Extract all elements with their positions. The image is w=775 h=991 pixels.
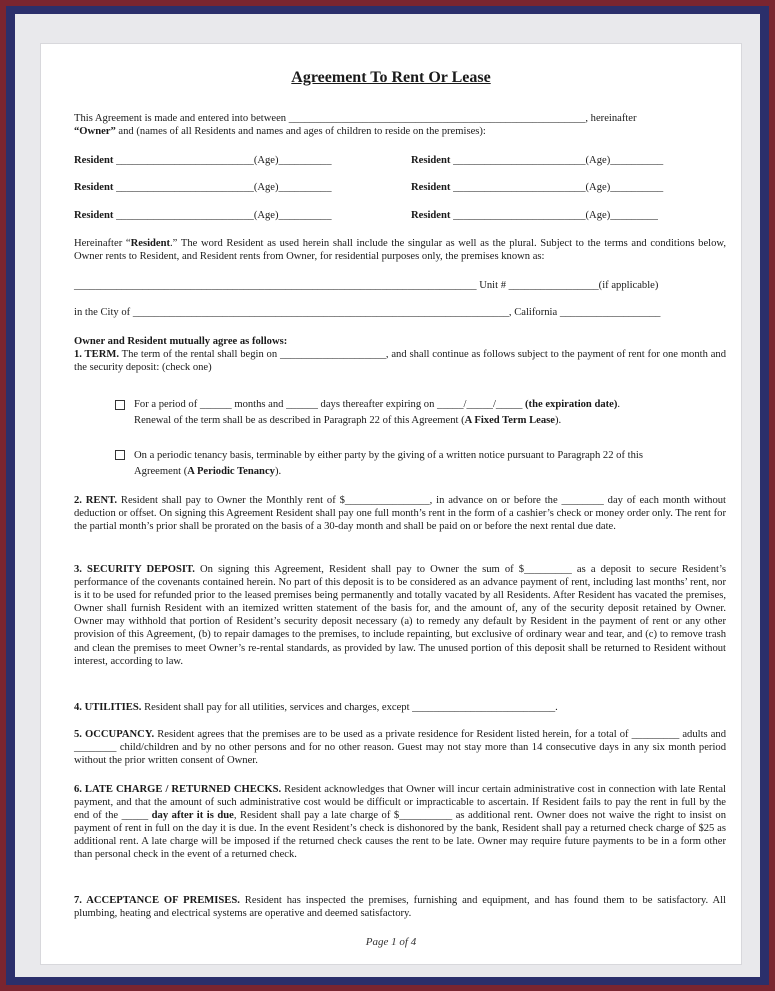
resident-row-1-right [411, 154, 663, 167]
fixed-term-renewal [134, 414, 561, 427]
occupancy-paragraph [74, 728, 726, 767]
resident-row-1-left [74, 154, 332, 167]
intro-owner: “Owner” [74, 126, 116, 138]
periodic-tenancy-checkbox[interactable] [115, 450, 125, 460]
periodic-option-line2 [134, 465, 281, 478]
renewal-post: ). [555, 415, 562, 426]
late-charge-paragraph [74, 783, 726, 862]
rent-text: Resident shall pay to Owner the Monthly rent of $________________, in advance on or before the ________ day of each month without deduction or offset. On signing this Agreement Resident shall pay one full month’s rent in the form of a cashier’s check or money order only. The rent for the partial month’s prior shall be prorated on the basis of a 30-day month and shall be paid on or before the next rental due date. [74, 495, 726, 533]
acceptance-text: Resident has inspected the premises, furnishing and equipment, and has found them to be satisfactory. All plumbing, heating and electrical systems are operative and deemed satisfactory. [74, 895, 726, 920]
resident-label: Resident [74, 182, 114, 193]
fixed-term-lease-label: A Fixed Term Lease [464, 415, 555, 426]
fixed-term-checkbox[interactable] [115, 400, 125, 410]
deposit-text: On signing this Agreement, Resident shall pay to Owner the sum of $_________ as a deposit to secure Resident’s performance of the covenants contained herein. No part of this deposit is to be considered as an advance payment of rent, including last months’ rent, nor is it to be used for refunded prior to the leased premises being permanently and totally vacated by all Residents. After Resident has vacated the premises, Owner shall furnish Resident with an itemized written statement of the basis for, and the amount of, any of the security deposit retained by Owner. Owner may withhold that portion of Resident’s security deposit necessary (a) to remedy any default by Resident in the payment of rent or any other provision of this Agreement, (b) to repair damages to the premises, to include repainting, but exclusive of ordinary wear and tear, and (c) to remove trash and clean the premises to meet Owner’s re-rental standards, as provided by law. The unused portion of this deposit shall be returned to Resident without interest, according to law. [74, 564, 727, 667]
utilities-heading: 4. UTILITIES. [74, 702, 142, 713]
deposit-heading: 3. SECURITY DEPOSIT. [74, 564, 195, 575]
hereinafter-pre: Hereinafter “ [74, 238, 131, 249]
resident-label: Resident [74, 155, 114, 166]
periodic-tenancy-label: A Periodic Tenancy [187, 466, 275, 477]
resident-row-3-left [74, 209, 332, 222]
resident-label: Resident [411, 210, 451, 221]
utilities-text: Resident shall pay for all utilities, services and charges, except ___________________________. [141, 702, 558, 713]
acceptance-heading: 7. ACCEPTANCE OF PREMISES. [74, 895, 240, 906]
fixed-term-option: For a period of ______ months and ______ days thereafter expiring on _____/_____/_____ (the expiration date). [134, 399, 621, 410]
day-after-due-label: day after it is due [151, 810, 234, 822]
intro-paragraph [74, 112, 726, 138]
term-text: The term of the rental shall begin on ____________________, and shall continue as follows subject to the payment of rent for one month and the security deposit: (check one) [74, 349, 726, 374]
late-text-a: Resident acknowledges that Owner will incur certain administrative cost in connection with late Rental payment, and that the amount of such administrative cost would be difficult or impracticable to ascertain. If Resident fails to pay the rent in full by the end of the _____ [74, 784, 726, 822]
periodic-post: ). [274, 466, 282, 477]
occupancy-heading: 5. OCCUPANCY. [74, 729, 155, 740]
late-charge-heading: 6. LATE CHARGE / RETURNED CHECKS. [74, 784, 282, 795]
resident-label: Resident [74, 210, 114, 221]
hereinafter-rest: .” The word Resident as used herein shall include the singular as well as the plural. Subject to the terms and conditions below, Owner rents to Resident, and Resident rents from Owner, for residential purposes only, the premises known as: [74, 238, 726, 263]
document-page [41, 44, 741, 964]
fixed-term-text: For a period of ______ months and ______ days thereafter expiring on _____/_____/_____ [134, 399, 526, 410]
acceptance-paragraph [74, 894, 726, 920]
term-paragraph [74, 348, 726, 374]
mutual-agreement-heading: Owner and Resident mutually agree as follows: [74, 336, 288, 347]
city-line[interactable]: in the City of _______________________________________________________________________, California ___________________ [74, 307, 661, 318]
page-number: Page 1 of 4 [365, 936, 417, 948]
resident-row-2-right [411, 181, 663, 194]
periodic-option: On a periodic tenancy basis, terminable by either party by the giving of a written notice pursuant to Paragraph 22 of this [134, 450, 643, 461]
occupancy-text: Resident agrees that the premises are to be used as a private residence for Resident listed herein, for a total of _________ adults and ________ child/children and by no other persons and for no other reason. Guest may not stay more than 14 consecutive days in any six month period without the prior written consent of Owner. [74, 729, 726, 767]
term-heading: 1. TERM. [74, 349, 119, 360]
utilities-paragraph [74, 701, 726, 714]
resident-row-2-left [74, 181, 332, 194]
resident-fill-line[interactable]: __________________________(Age)__________ [116, 182, 332, 193]
resident-label: Resident [411, 182, 451, 193]
late-text-b: , Resident shall pay a late charge of $__________ as additional rent. Owner does not waive the right to insist on payment of rent in full on the day it is due. In the event Resident’s check is dishonored by the bank, Resident shall pay a returned check charge of $25 as additional rent. A late charge will be imposed if the returned check causes the rent to be late. Owner may require future payments to be in a form other than personal check in the event of a returned check. [74, 810, 726, 861]
page-background [15, 14, 760, 977]
resident-label: Resident [411, 155, 451, 166]
resident-fill-line[interactable]: _________________________(Age)__________ [453, 182, 664, 193]
premises-unit-line[interactable]: ____________________________________________________________________________ Unit # _________________(if applicable) [74, 280, 659, 291]
hereinafter-resident: Resident [130, 238, 171, 249]
resident-fill-line[interactable]: __________________________(Age)__________ [116, 155, 332, 166]
resident-fill-line[interactable]: _________________________(Age)_________ [453, 210, 658, 221]
renewal-pre: Renewal of the term shall be as described in Paragraph 22 of this Agreement ( [134, 415, 465, 426]
rent-heading: 2. RENT. [74, 495, 118, 506]
resident-fill-line[interactable]: __________________________(Age)__________ [116, 210, 332, 221]
expiration-date-label: (the expiration date) [525, 399, 618, 410]
hereinafter-paragraph [74, 237, 726, 263]
resident-fill-line[interactable]: _________________________(Age)__________ [453, 155, 664, 166]
periodic-pre: Agreement ( [134, 466, 188, 477]
intro-line2: and (names of all Residents and names and ages of children to reside on the premises): [115, 126, 486, 138]
outer-frame [6, 6, 769, 985]
resident-row-3-right [411, 209, 658, 222]
security-deposit-paragraph [74, 563, 726, 668]
document-title: Agreement To Rent Or Lease [291, 69, 491, 86]
rent-paragraph [74, 494, 726, 533]
intro-line1: This Agreement is made and entered into between ________________________________________________________, hereinafter [74, 113, 637, 124]
